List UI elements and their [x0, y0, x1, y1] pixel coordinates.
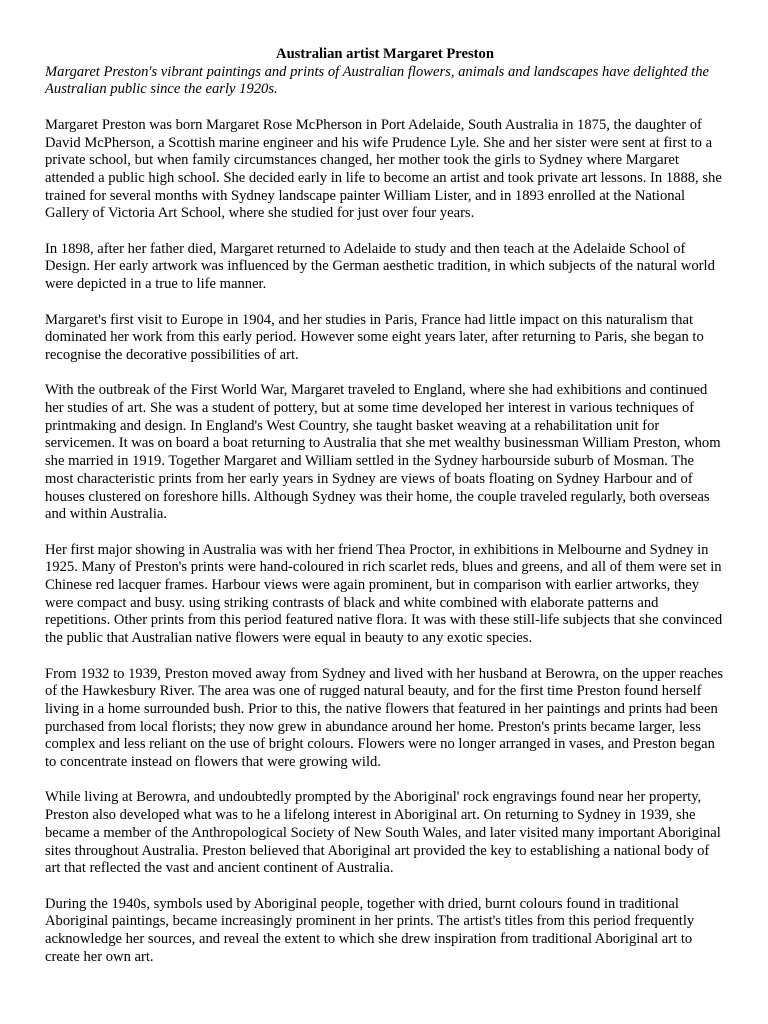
paragraph-6: From 1932 to 1939, Preston moved away from Sydney and lived with her husband at Berowra, on the upper reaches of the Hawkesbury River. The area was one of rugged natural beauty, and for the first time Preston found herself living in a home surrounded bush. Prior to this, the native flowers that featured in her paintings and prints had been purchased from local florists; they now grew in abundance around her home. Preston's prints became larger, less complex and less reliant on the use of bright colours. Flowers were no longer arranged in vases, and Preston began to concentrate instead on flowers that were growing wild.: [45, 665, 724, 771]
paragraph-1: Margaret Preston was born Margaret Rose McPherson in Port Adelaide, South Australia in 1875, the daughter of David McPherson, a Scottish marine engineer and his wife Prudence Lyle. She and her sister were sent at first to a private school, but when family circumstances changed, her mother took the girls to Sydney where Margaret attended a public high school. She decided early in life to become an artist and took private art lessons. In 1888, she trained for several months with Sydney landscape painter William Lister, and in 1893 enrolled at the National Gallery of Victoria Art School, where she studied for just over four years.: [45, 116, 722, 222]
document-title: Australian artist Margaret Preston: [276, 46, 494, 62]
document-page: [45, 46, 725, 984]
paragraph-7: While living at Berowra, and undoubtedly prompted by the Aboriginal' rock engravings found near her property, Preston also developed what was to he a lifelong interest in Aboriginal art. On returning to Sydney in 1939, she became a member of the Anthropological Society of New South Wales, and later visited many important Aboriginal sites throughout Australia. Preston believed that Aboriginal art provided the key to establishing a national body of art that reflected the vast and ancient continent of Australia.: [45, 789, 721, 877]
paragraph-2: In 1898, after her father died, Margaret returned to Adelaide to study and then teach at the Adelaide School of Design. Her early artwork was influenced by the German aesthetic tradition, in which subjects of the natural world were depicted in a true to life manner.: [45, 240, 715, 293]
paragraph-3: Margaret's first visit to Europe in 1904, and her studies in Paris, France had little impact on this naturalism that dominated her work from this early period. However some eight years later, after returning to Paris, she began to recognise the decorative possibilities of art.: [45, 311, 704, 363]
document-subtitle: Margaret Preston's vibrant paintings and prints of Australian flowers, animals and landscapes have delighted the Australian public since the early 1920s.: [45, 63, 710, 98]
paragraph-5: Her first major showing in Australia was with her friend Thea Proctor, in exhibitions in Melbourne and Sydney in 1925. Many of Preston's prints were hand-coloured in rich scarlet reds, blues and greens, and all of them were set in Chinese red lacquer frames. Harbour views were again prominent, but in comparison with earlier artworks, they were compact and busy. using striking contrasts of black and white combined with elaborate patterns and repetitions. Other prints from this period featured native flora. It was with these still-life subjects that she convinced the public that Australian native flowers were equal in beauty to any exotic species.: [45, 541, 723, 647]
paragraph-8: During the 1940s, symbols used by Aboriginal people, together with dried, burnt colours found in traditional Aboriginal paintings, became increasingly prominent in her prints. The artist's titles from this period frequently acknowledge her sources, and reveal the extent to which she drew inspiration from traditional Aboriginal art to create her own art.: [45, 895, 695, 965]
paragraph-4: With the outbreak of the First World War, Margaret traveled to England, where she had exhibitions and continued her studies of art. She was a student of pottery, but at some time developed her interest in various techniques of printmaking and design. In England's West Country, she taught basket weaving at a rehabilitation unit for servicemen. It was on board a boat returning to Australia that she met wealthy businessman William Preston, whom she married in 1919. Together Margaret and William settled in the Sydney harbourside suburb of Mosman. The most characteristic prints from her early years in Sydney are views of boats floating on Sydney Harbour and of houses clustered on foreshore hills. Although Sydney was their home, the couple traveled regularly, both overseas and within Australia.: [45, 382, 721, 523]
